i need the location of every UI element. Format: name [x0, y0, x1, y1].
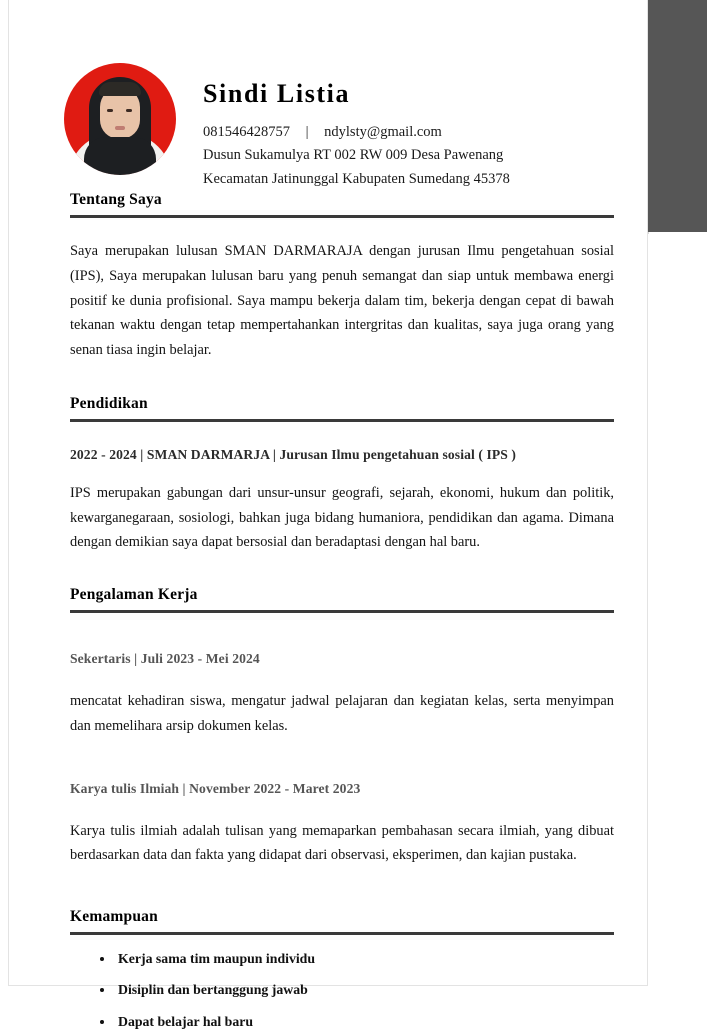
section-experience: [9, 586, 647, 868]
email-address: ndylsty@gmail.com: [324, 123, 442, 140]
section-divider-education: [70, 419, 614, 422]
portrait-eye-right: [126, 109, 132, 112]
section-about: [9, 191, 647, 363]
section-education: [9, 395, 647, 555]
list-item: Disiplin dan bertanggung jawab: [100, 982, 614, 997]
experience-entry-description: Karya tulis ilmiah adalah tulisan yang memaparkan pembahasan secara ilmiah, yang dibuat berdasarkan data dan fakta yang didapat dari observasi, eksperimen, dan kajian pustaka.: [70, 822, 614, 864]
section-divider-experience: [70, 610, 614, 613]
list-item: Dapat belajar hal baru: [100, 1014, 614, 1029]
experience-entry-description: mencatat kehadiran siswa, mengatur jadwal pelajaran dan kegiatan kelas, serta menyimpan dan memelihara arsip dokumen kelas.: [70, 693, 614, 734]
list-item: Kerja sama tim maupun individu: [100, 951, 614, 966]
section-title-experience: Pengalaman Kerja: [70, 586, 198, 604]
side-dark-panel: [648, 0, 707, 232]
page-title: Sindi Listia: [203, 79, 351, 108]
portrait-eye-left: [107, 109, 113, 112]
contact-line-primary: [203, 121, 510, 144]
skills-list: [70, 951, 614, 1029]
avatar: [64, 63, 176, 175]
section-divider-about: [70, 215, 614, 218]
resume-page: [8, 0, 648, 1029]
section-skills: [9, 908, 647, 1029]
experience-entry-title: Karya tulis Ilmiah | November 2022 - Maret 2023: [70, 780, 361, 796]
portrait-mouth: [115, 126, 125, 130]
contact-separator: |: [305, 123, 309, 140]
section-divider-skills: [70, 932, 614, 935]
portrait-hair: [99, 82, 141, 96]
about-text: Saya merupakan lulusan SMAN DARMARAJA dengan jurusan Ilmu pengetahuan sosial (IPS), Saya merupakan lulusan baru yang penuh semangat dan siap untuk membawa energi positif ke dunia profisional. Saya mampu bekerja dalam tim, bekerja dengan cepat di bawah tekanan waktu dengan tetap mempertahankan intergritas dan kualitas, saya juga orang yang senan tiasa ingin belajar.: [70, 243, 614, 359]
address-line-2: Kecamatan Jatinunggal Kabupaten Sumedang 45378: [203, 170, 510, 187]
section-title-education: Pendidikan: [70, 394, 148, 412]
experience-entry-title: Sekertaris | Juli 2023 - Mei 2024: [70, 651, 260, 667]
section-title-skills: Kemampuan: [70, 908, 158, 926]
phone-number: 081546428757: [203, 123, 290, 140]
address-line-1: Dusun Sukamulya RT 002 RW 009 Desa Pawenang: [203, 147, 504, 164]
portrait-hijab-front: [84, 137, 156, 175]
resume-header: [9, 0, 647, 191]
education-entry-title: 2022 - 2024 | SMAN DARMARJA | Jurusan Ilmu pengetahuan sosial ( IPS ): [70, 446, 517, 462]
header-text-block: [176, 63, 510, 191]
education-description: IPS merupakan gabungan dari unsur-unsur geografi, sejarah, ekonomi, hukum dan politik, kewarganegaraan, sosiologi, bahkan juga bidang humaniora, pendidikan dan agama. Dimana dengan demikian saya dapat bersosial dan beradaptasi dengan hal baru.: [70, 484, 614, 551]
section-title-about: Tentang Saya: [70, 191, 162, 209]
